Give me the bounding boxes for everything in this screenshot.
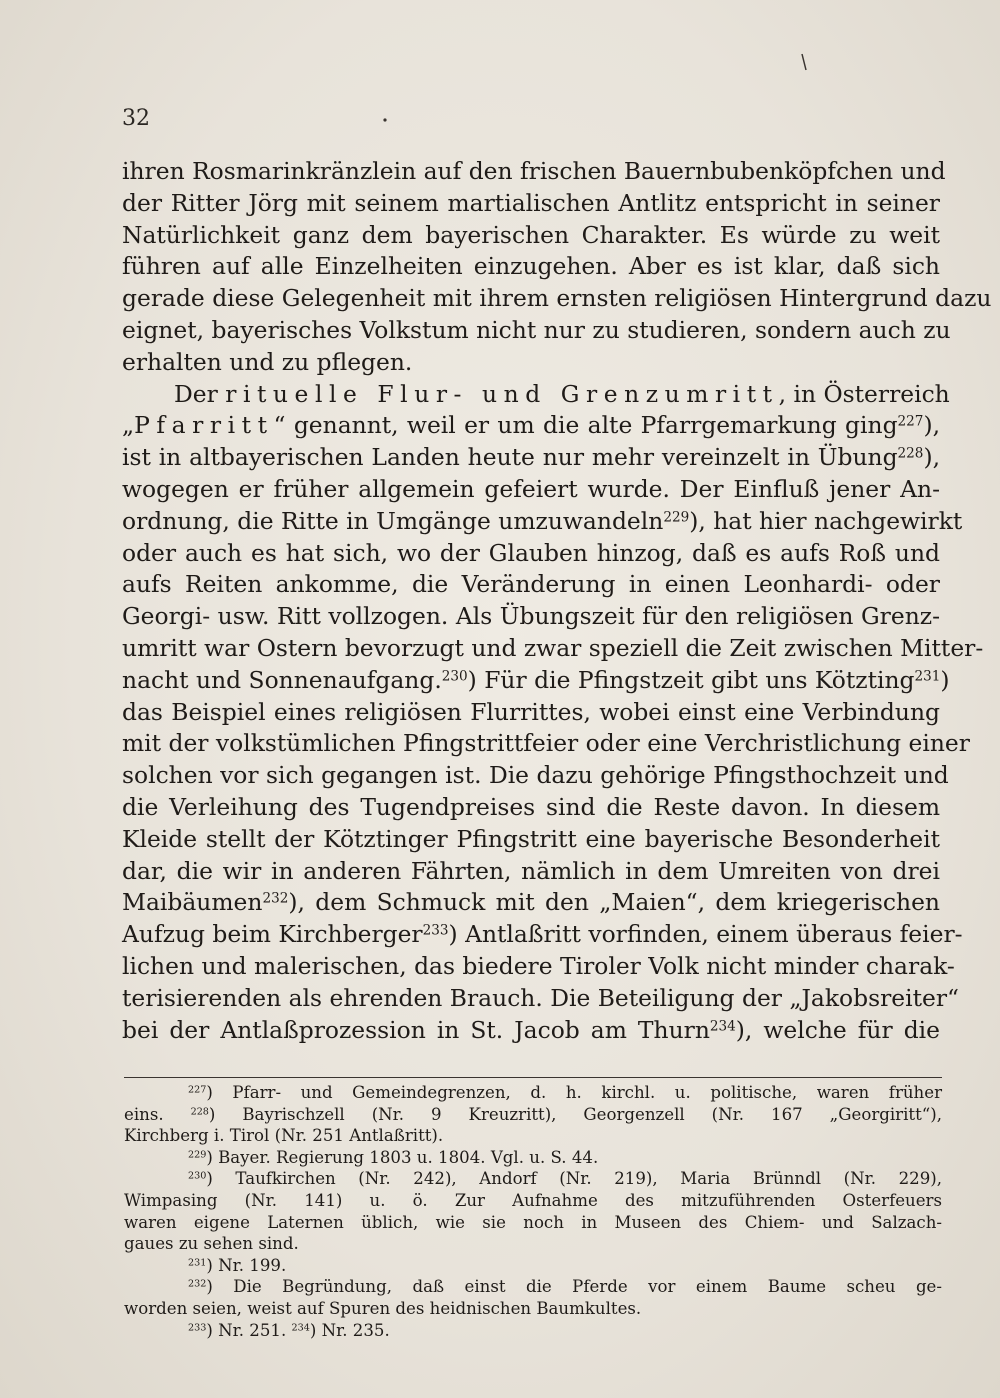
footnote-number: 232 bbox=[188, 1279, 207, 1291]
footnote-line bbox=[124, 1255, 942, 1277]
footnote-text: ) Pfarr- und Gemeindegrenzen, d. h. kirchl. u. politische, waren früher bbox=[206, 1083, 942, 1102]
footnote-ref: 233 bbox=[422, 922, 449, 939]
text-line: wogegen er früher allgemein gefeiert wurde. Der Einfluß jener An- bbox=[122, 474, 940, 503]
text-line: Kleide stellt der Kötztinger Pfingstritt eine bayerische Besonderheit bbox=[122, 824, 940, 853]
speck-mark bbox=[802, 54, 806, 70]
footnote-number: 227 bbox=[188, 1084, 207, 1096]
footnote-divider bbox=[124, 1077, 942, 1078]
footnote-text: ) Bayrischzell (Nr. 9 Kreuzritt), Georgenzell (Nr. 167 „Georgiritt“), bbox=[208, 1104, 942, 1124]
text-line bbox=[122, 1015, 940, 1047]
text-run: ) Für die Pfingstzeit gibt uns Kötzting bbox=[467, 665, 915, 694]
text-line bbox=[122, 379, 950, 411]
footnote-text: ) Die Begründung, daß einst die Pferde vor einem Baume scheu ge- bbox=[206, 1277, 942, 1297]
text-line: ihren Rosmarinkränzlein auf den frischen Bauernbubenköpfchen und bbox=[122, 157, 946, 185]
text-run: ), dem Schmuck mit den „Maien“, dem kriegerischen bbox=[288, 888, 940, 917]
footnote-text: ) Nr. 235. bbox=[309, 1320, 390, 1340]
footnote-ref: 234 bbox=[709, 1018, 736, 1035]
footnote-line bbox=[124, 1147, 942, 1169]
text-line: eignet, bayerisches Volkstum nicht nur zu studieren, sondern auch zu bbox=[122, 315, 951, 344]
footnotes bbox=[124, 1082, 942, 1341]
footnote-text: ) Nr. 199. bbox=[206, 1255, 287, 1275]
text-line bbox=[122, 665, 950, 697]
text-line: lichen und malerischen, das biedere Tiroler Volk nicht minder charak- bbox=[122, 951, 955, 980]
text-run: ist in altbayerischen Landen heute nur mehr vereinzelt in Übung bbox=[122, 443, 898, 472]
text-line: mit der volkstümlichen Pfingstrittfeier oder eine Verchristlichung einer bbox=[122, 729, 970, 758]
footnote-ref: 231 bbox=[914, 668, 941, 685]
body-text bbox=[122, 156, 992, 1046]
text-run: ), welche für die bbox=[735, 1015, 940, 1044]
text-run: ) bbox=[940, 665, 950, 694]
footnote-number: 233 bbox=[188, 1322, 207, 1334]
footnote-line bbox=[124, 1082, 942, 1104]
text-run: , in Österreich bbox=[778, 379, 950, 408]
footnote-number: 231 bbox=[188, 1257, 207, 1269]
text-run: “ genannt, weil er um die alte Pfarrgemarkung ging bbox=[273, 411, 898, 440]
text-line: führen auf alle Einzelheiten einzugehen. Aber es ist klar, daß sich bbox=[122, 252, 940, 281]
text-line: die Verleihung des Tugendpreises sind die Reste davon. In diesem bbox=[122, 792, 940, 821]
page-number: 32 bbox=[122, 106, 150, 131]
text-line: Georgi- usw. Ritt vollzogen. Als Übungszeit für den religiösen Grenz- bbox=[122, 602, 940, 631]
footnote-number: 228 bbox=[190, 1106, 209, 1118]
footnote-number: 229 bbox=[188, 1149, 207, 1161]
emphasized-term: rituelle Flur- und Grenzumritt bbox=[225, 379, 779, 408]
footnote-line bbox=[124, 1168, 942, 1190]
footnote-line: gaues zu sehen sind. bbox=[124, 1234, 299, 1254]
text-run: Aufzug beim Kirchberger bbox=[122, 920, 423, 949]
footnote-number: 230 bbox=[188, 1171, 207, 1183]
footnote-line bbox=[124, 1104, 942, 1126]
text-line: Natürlichkeit ganz dem bayerischen Charakter. Es würde zu weit bbox=[122, 220, 940, 249]
text-run: ) Antlaßritt vorfinden, einem überaus feier- bbox=[448, 920, 963, 949]
text-line: dar, die wir in anderen Fährten, nämlich in dem Umreiten von drei bbox=[122, 856, 940, 885]
text-line bbox=[122, 442, 940, 474]
footnote-text: eins. bbox=[124, 1104, 191, 1124]
footnote-text: ) Taufkirchen (Nr. 242), Andorf (Nr. 219), Maria Brünndl (Nr. 229), bbox=[206, 1169, 942, 1189]
text-line bbox=[122, 919, 963, 951]
text-line bbox=[122, 506, 963, 538]
text-line: solchen vor sich gegangen ist. Die dazu gehörige Pfingsthochzeit und bbox=[122, 761, 949, 790]
footnote-text: ) Nr. 251. bbox=[206, 1320, 292, 1340]
footnote-text: ) Bayer. Regierung 1803 u. 1804. Vgl. u. S. 44. bbox=[206, 1147, 599, 1167]
footnote-line: waren eigene Laternen üblich, wie sie noch in Museen des Chiem- und Salzach- bbox=[124, 1212, 942, 1232]
text-run: nacht und Sonnenaufgang. bbox=[122, 665, 442, 694]
text-run: ), bbox=[923, 411, 940, 440]
text-line: das Beispiel eines religiösen Flurrittes, wobei einst eine Verbindung bbox=[122, 697, 940, 726]
text-line bbox=[122, 410, 940, 442]
footnote-number: 234 bbox=[291, 1322, 310, 1334]
text-line: oder auch es hat sich, wo der Glauben hinzog, daß es aufs Roß und bbox=[122, 538, 940, 567]
footnote-ref: 232 bbox=[262, 890, 289, 907]
footnote-ref: 228 bbox=[897, 445, 924, 462]
text-run: ordnung, die Ritte in Umgänge umzuwandeln bbox=[122, 506, 664, 535]
text-run: Der bbox=[174, 379, 226, 408]
footnote-line bbox=[124, 1320, 942, 1342]
footnote-ref: 230 bbox=[441, 668, 468, 685]
text-line bbox=[122, 887, 940, 919]
footnote-line bbox=[124, 1276, 942, 1298]
text-line: erhalten und zu pflegen. bbox=[122, 347, 413, 376]
footnote-line: worden seien, weist auf Spuren des heidnischen Baumkultes. bbox=[124, 1298, 642, 1318]
text-line: umritt war Ostern bevorzugt und zwar speziell die Zeit zwischen Mitter- bbox=[122, 633, 984, 662]
text-run: ), bbox=[923, 443, 940, 472]
text-line: der Ritter Jörg mit seinem martialischen Antlitz entspricht in seiner bbox=[122, 188, 940, 217]
footnote-line: Kirchberg i. Tirol (Nr. 251 Antlaßritt). bbox=[124, 1126, 444, 1146]
footnote-ref: 227 bbox=[897, 413, 924, 430]
speck-dot bbox=[383, 118, 386, 121]
text-run: Maibäumen bbox=[122, 888, 263, 917]
text-run: „ bbox=[122, 411, 135, 440]
text-run: ), hat hier nachgewirkt bbox=[689, 506, 963, 535]
text-line: gerade diese Gelegenheit mit ihrem ernsten religiösen Hintergrund dazu bbox=[122, 284, 992, 313]
text-run: bei der Antlaßprozession in St. Jacob am Thurn bbox=[122, 1015, 710, 1044]
text-line: aufs Reiten ankomme, die Veränderung in einen Leonhardi- oder bbox=[122, 570, 940, 599]
emphasized-term: Pfarritt bbox=[134, 411, 274, 440]
footnote-ref: 229 bbox=[663, 509, 690, 526]
footnote-line: Wimpasing (Nr. 141) u. ö. Zur Aufnahme des mitzuführenden Osterfeuers bbox=[124, 1190, 942, 1210]
text-line: terisierenden als ehrenden Brauch. Die Beteiligung der „Jakobsreiter“ bbox=[122, 983, 959, 1012]
